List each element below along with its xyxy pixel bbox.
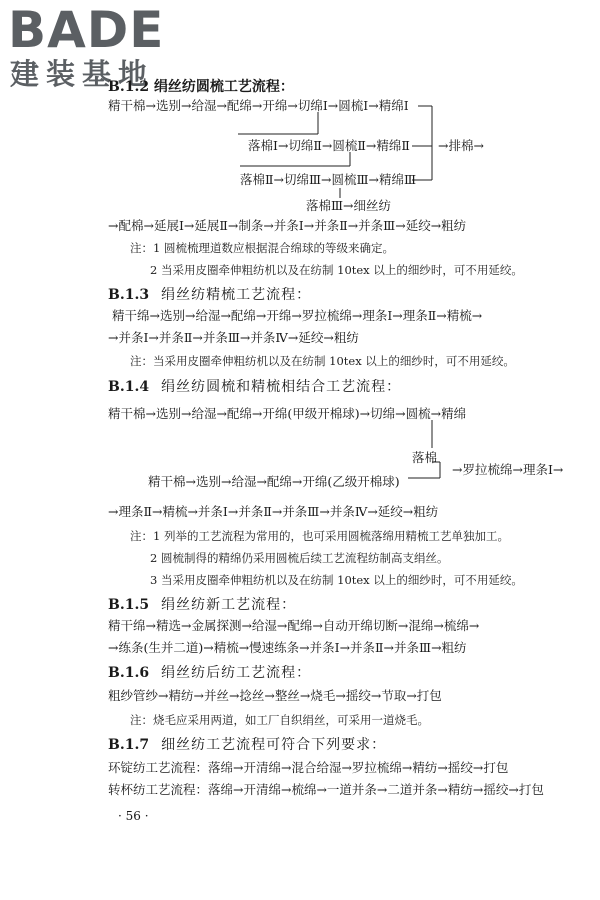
b14-flow-row-2-right: →罗拉梳绵→理条Ⅰ→ (452, 462, 564, 477)
section-b13-heading (108, 286, 311, 304)
section-b15-number: B.1.5 (108, 597, 150, 613)
b16-note: 注：烧毛应采用两道，如工厂自织绢丝，可采用一道烧毛。 (130, 713, 429, 727)
section-b17-title: 细丝纺工艺流程可符合下列要求： (161, 737, 387, 753)
b17-flow-row-2: 转杯纺工艺流程：落绵→开清绵→梳绵→一道并条→二道并条→精纺→摇绞→打包 (108, 782, 544, 797)
b12-flow-row-2: 落棉Ⅰ→切绵Ⅱ→圆梳Ⅱ→精绵Ⅱ (248, 138, 410, 153)
b14-note-1: 注：1 列举的工艺流程为常用的，也可采用圆梳落绵用精梳工艺单独加工。 (130, 529, 509, 543)
section-b17-number: B.1.7 (108, 737, 150, 753)
b12-flow-row-1: 精干棉→选别→给湿→配绵→开绵→切绵Ⅰ→圆梳Ⅰ→精绵Ⅰ (108, 98, 409, 113)
section-b16-heading (108, 664, 311, 682)
section-b15-heading (108, 596, 296, 614)
section-b13-title: 绢丝纺精梳工艺流程： (161, 287, 312, 303)
b14-flow-row-4: →理条Ⅱ→精梳→并条Ⅰ→并条Ⅱ→并条Ⅲ→并条Ⅳ→延绞→粗纺 (108, 504, 439, 519)
b14-flow-row-2-left: 落棉 (412, 450, 438, 465)
page-number: · 56 · (118, 809, 149, 823)
b14-note-2: 2 圆梳制得的精绵仍采用圆梳后续工艺流程纺制高支绢丝。 (150, 551, 449, 565)
section-b12-heading-text: B.1.2 绢丝纺圆梳工艺流程： (108, 79, 294, 95)
b17-flow-row-1: 环锭纺工艺流程：落绵→开清绵→混合给湿→罗拉梳绵→精纺→摇绞→打包 (108, 760, 509, 775)
b12-flow-row-5: →配棉→延展Ⅰ→延展Ⅱ→制条→并条Ⅰ→并条Ⅱ→并条Ⅲ→延绞→粗纺 (108, 218, 467, 233)
b14-flow-row-1: 精干棉→选别→给湿→配绵→开绵(甲级开棉球)→切绵→圆梳→精绵 (108, 406, 467, 421)
section-b14-heading (108, 378, 401, 396)
b14-flow-row-3: 精干棉→选别→给湿→配绵→开绵(乙级开棉球) (148, 474, 400, 489)
section-b16-title: 绢丝纺后纺工艺流程： (161, 665, 312, 681)
b15-flow-row-1: 精干绵→精选→金属探测→给湿→配绵→自动开绵切断→混绵→梳绵→ (108, 618, 480, 633)
b13-flow-row-1: 精干绵→选别→给湿→配绵→开绵→罗拉梳绵→理条Ⅰ→理条Ⅱ→精梳→ (112, 308, 483, 323)
section-b14-number: B.1.4 (108, 379, 150, 395)
b12-flow-row-4: 落棉Ⅲ→细丝纺 (306, 198, 392, 213)
b12-flow-row-2-right: →排棉→ (438, 138, 484, 153)
b15-flow-row-2: →练条(生并二道)→精梳→慢速练条→并条Ⅰ→并条Ⅱ→并条Ⅲ→粗纺 (108, 640, 467, 655)
logo-text-cn: 建装基地 (10, 57, 155, 91)
b12-flow-row-3: 落棉Ⅱ→切绵Ⅲ→圆梳Ⅲ→精绵Ⅲ (240, 172, 417, 187)
b16-flow-row-1: 粗纱管纱→精纺→并丝→捻丝→整丝→烧毛→摇绞→节取→打包 (108, 688, 442, 703)
section-b15-title: 绢丝纺新工艺流程： (161, 597, 297, 613)
b13-note: 注：当采用皮圈牵伸粗纺机以及在纺制 10tex 以上的细纱时，可不用延绞。 (130, 354, 515, 368)
section-b14-title: 绢丝纺圆梳和精梳相结合工艺流程： (161, 379, 402, 395)
logo-text-en: BADE (8, 1, 165, 59)
b14-note-3: 3 当采用皮圈牵伸粗纺机以及在纺制 10tex 以上的细纱时，可不用延绞。 (150, 573, 523, 587)
b12-note-1: 注：1 圆梳梳理道数应根据混合绵球的等级来确定。 (130, 241, 394, 255)
b12-note-2: 2 当采用皮圈牵伸粗纺机以及在纺制 10tex 以上的细纱时，可不用延绞。 (150, 263, 523, 277)
b13-flow-row-2: →并条Ⅰ→并条Ⅱ→并条Ⅲ→并条Ⅳ→延绞→粗纺 (108, 330, 359, 345)
section-b16-number: B.1.6 (108, 665, 150, 681)
section-b12-heading (108, 78, 294, 96)
section-b17-heading (108, 736, 386, 754)
section-b13-number: B.1.3 (108, 287, 150, 303)
